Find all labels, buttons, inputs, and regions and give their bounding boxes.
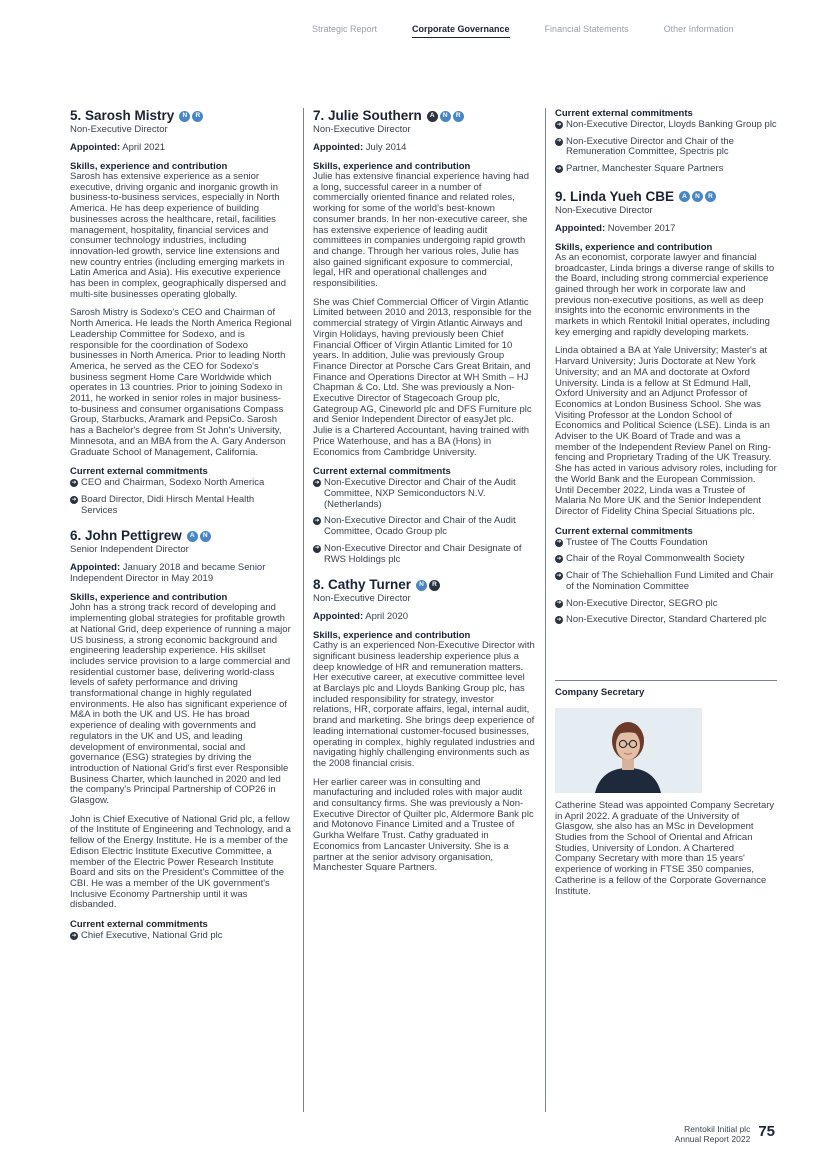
director-profile bbox=[313, 577, 535, 874]
skills-heading: Skills, experience and contribution bbox=[70, 592, 228, 604]
commitment-text: Non-Executive Director and Chair of the Remuneration Committee, Spectris plc bbox=[566, 135, 734, 158]
appointed-label: Appointed: bbox=[70, 562, 121, 574]
arrow-right-icon: ➜ bbox=[556, 616, 562, 623]
commitment-text: Trustee of The Coutts Foundation bbox=[566, 536, 708, 548]
list-item bbox=[313, 516, 535, 537]
commitments-list bbox=[313, 478, 535, 565]
commitment-text: Non-Executive Director and Chair of the Audit Committee, NXP Semiconductors N.V. (Netherlands) bbox=[324, 477, 516, 510]
company-secretary-heading: Company Secretary bbox=[555, 686, 645, 698]
commitment-text: Non-Executive Director, Standard Chartered plc bbox=[566, 614, 767, 626]
director-profile bbox=[313, 108, 535, 565]
company-secretary-section bbox=[555, 680, 777, 897]
footer-report-name: Annual Report 2022 bbox=[674, 1134, 751, 1144]
bio-paragraph: Sarosh Mistry is Sodexo's CEO and Chairman of North America. He leads the North America Regional Leadership Committee for Sodexo, and is responsible for the coordination of Sodexo businesses in North America. Prior to leading North America, he served as the CEO for Sodexo's business segment Home Care Worldwide which operates in 13 countries. Prior to joining Sodexo in 2011, he worked in senior roles in major business-to-business and consumer organisations Compass Group, Starbucks, Aramark and PepsiCo. Sarosh has a Bachelor's degree from St John's University, Minnesota, and an MBA from the A. Gary Anderson Graduate School of Management, California. bbox=[70, 307, 292, 458]
commitment-text: Non-Executive Director and Chair of the Audit Committee, Ocado Group plc bbox=[324, 515, 516, 538]
arrow-right-icon: ➜ bbox=[556, 138, 562, 145]
appointed-label: Appointed: bbox=[313, 611, 364, 623]
commitments-list bbox=[555, 120, 777, 175]
committee-badge-nomination: N bbox=[440, 111, 451, 122]
director-name-text: 9. Linda Yueh CBE bbox=[555, 188, 675, 204]
commitment-text: Chief Executive, National Grid plc bbox=[81, 930, 223, 942]
column-1 bbox=[70, 108, 292, 954]
appointed-date: April 2020 bbox=[363, 611, 409, 623]
bio-paragraph: Her earlier career was in consulting and manufacturing and included roles with major audit and consultancy firms. She was previously a Non-Executive Director of Quilter plc, Aldermore Bank plc and Motonovo Finance Limited and a Trustee of Gurkha Welfare Trust. Cathy graduated in Economics from Lancaster University. She is a partner at the senior advisory organisation, Manchester Square Partners. bbox=[313, 776, 534, 874]
appointed-line bbox=[313, 142, 535, 153]
director-name bbox=[555, 189, 777, 205]
section-navigation bbox=[312, 24, 734, 38]
director-profile bbox=[70, 528, 292, 941]
column-2 bbox=[313, 108, 535, 886]
commitment-text: CEO and Chairman, Sodexo North America bbox=[81, 477, 265, 489]
director-name-text: 7. Julie Southern bbox=[313, 108, 422, 123]
list-item bbox=[70, 495, 292, 516]
nav-financial-statements[interactable]: Financial Statements bbox=[544, 24, 629, 34]
commitment-text: Non-Executive Director, Lloyds Banking Group plc bbox=[566, 119, 777, 130]
list-item bbox=[313, 544, 535, 565]
skills-heading: Skills, experience and contribution bbox=[313, 161, 471, 172]
appointed-date: January 2018 and became Senior Independent Director in May 2019 bbox=[70, 562, 266, 585]
list-item bbox=[555, 615, 777, 626]
arrow-right-icon: ➜ bbox=[556, 572, 562, 579]
list-item bbox=[70, 931, 292, 942]
commitments-list bbox=[555, 538, 777, 626]
bio-paragraph: Linda obtained a BA at Yale University; Master's at Harvard University; Juris Doctorate at New York University; and an MA and doctorate at Oxford University. Linda is a fellow at St Edmund Hall, Oxford University and an Adjunct Professor of Economics at London Business School. She was Visiting Professor at the London School of Economics and Political Science (LSE). Linda is an Adviser to the UK Board of Trade and was a member of the Independent Review Panel on Ring-fencing and Proprietary Trading of the UK Treasury. She has acted in various advisory roles, including for the World Bank and the European Commission. Until December 2022, Linda was a Trustee of Malaria No More UK and the Senior Independent Director of Fidelity China Special Situations plc. bbox=[555, 345, 777, 517]
list-item bbox=[555, 599, 777, 610]
committee-badge-audit-chair: A bbox=[427, 111, 438, 122]
commitment-text: Non-Executive Director, SEGRO plc bbox=[566, 597, 718, 609]
arrow-right-icon: ➜ bbox=[314, 518, 320, 525]
committee-badge-remuneration: R bbox=[705, 191, 716, 202]
director-role: Non-Executive Director bbox=[313, 593, 411, 605]
commitment-text: Chair of The Schiehallion Fund Limited and Chair of the Nomination Committee bbox=[566, 570, 774, 592]
director-name bbox=[70, 528, 292, 544]
bio-paragraph: Sarosh has extensive experience as a senior executive, driving organic and inorganic growth in business-to-business services, especially in North America. He has deep experience of building businesses across the healthcare, retail, facilities management, hospitality, financial services and consumer technology industries, including innovation-led growth, service line extensions and new country entries (including emerging markets in Latin America and Asia). His executive experience has been in complex, geographically dispersed and multi-site businesses operating globally. bbox=[70, 171, 286, 300]
arrow-right-icon: ➜ bbox=[71, 932, 77, 939]
nav-other-information[interactable]: Other Information bbox=[663, 24, 734, 34]
page-number: 75 bbox=[758, 1123, 775, 1140]
skills-heading: Skills, experience and contribution bbox=[555, 241, 713, 253]
commitments-heading: Current external commitments bbox=[555, 525, 693, 537]
appointed-date: April 2021 bbox=[120, 142, 166, 153]
director-profile bbox=[555, 189, 777, 626]
bio-paragraph: She was Chief Commercial Officer of Virgin Atlantic Limited between 2010 and 2013, responsible for the commercial strategy of Virgin Atlantic Airways and Virgin Holidays, having previously been Chief Financial Officer of Virgin Atlantic Limited for 10 years. In addition, Julie was previously Group Finance Director at Porsche Cars Great Britain, and Finance and Operations Director at WH Smith – HJ Chapman & Co. Ltd. She was previously a Non-Executive Director of Stagecoach Group plc, Gategroup AG, Cineworld plc and DFS Furniture plc and Senior Independent Director of easyJet plc. Julie is a Chartered Accountant, having trained with Price Waterhouse, and has a BA (Hons) in Economics from Cambridge University. bbox=[313, 296, 532, 458]
committee-badge-nomination: N bbox=[200, 531, 211, 542]
arrow-right-icon: ➜ bbox=[71, 496, 77, 503]
skills-heading: Skills, experience and contribution bbox=[70, 161, 228, 172]
skills-heading: Skills, experience and contribution bbox=[313, 630, 471, 642]
bio-paragraph: As an economist, corporate lawyer and financial broadcaster, Linda brings a diverse range of skills to the Board, including strong commercial experience gained through her work in corporate law and previous non-executive positions, as well as deep insights into the economic environments in the markets in which Rentokil Initial operates, including key emerging and rapidly developing markets. bbox=[555, 251, 775, 338]
appointed-line bbox=[313, 611, 535, 622]
director-name bbox=[313, 108, 535, 124]
director-name-text: 8. Cathy Turner bbox=[313, 577, 412, 593]
director-name bbox=[70, 108, 292, 124]
arrow-right-icon: ➜ bbox=[556, 556, 562, 563]
director-name-text: 5. Sarosh Mistry bbox=[70, 108, 175, 123]
appointed-label: Appointed: bbox=[313, 142, 364, 153]
committee-badge-remuneration-chair: R bbox=[429, 580, 440, 591]
appointed-line bbox=[70, 562, 292, 584]
commitment-text: Chair of the Royal Commonwealth Society bbox=[566, 553, 745, 565]
commitment-text: Partner, Manchester Square Partners bbox=[566, 163, 724, 175]
footer-company bbox=[675, 1124, 751, 1144]
list-item bbox=[555, 120, 777, 131]
arrow-right-icon: ➜ bbox=[556, 165, 562, 172]
bio-paragraph: John is Chief Executive of National Grid plc, a fellow of the Institute of Engineering and Technology, and a fellow of the Energy Institute. He is a member of the Edison Electric Institute Executive Committee, a member of the Electric Power Research Institute Board and sits on the President's Committee of the CBI. He was a member of the UK government's Inclusive Economy Partnership until it was disbanded. bbox=[70, 813, 291, 911]
appointed-label: Appointed: bbox=[70, 142, 121, 153]
appointed-line bbox=[70, 142, 292, 153]
committee-badge-audit: A bbox=[187, 531, 198, 542]
committee-badge-nomination: N bbox=[692, 191, 703, 202]
director-role: Senior Independent Director bbox=[70, 544, 189, 556]
company-secretary-bio: Catherine Stead was appointed Company Secretary in April 2022. A graduate of the University of Glasgow, she also has an MSc in Development Studies from the School of Oriental and African Studies, University of London. A Chartered Company Secretary with more than 15 years' experience of working in FTSE 350 companies, Catherine is a fellow of the Corporate Governance Institute. bbox=[555, 799, 775, 897]
commitment-text: Board Director, Didi Hirsch Mental Health Services bbox=[81, 493, 255, 516]
nav-strategic-report[interactable]: Strategic Report bbox=[312, 24, 378, 34]
director-name-text: 6. John Pettigrew bbox=[70, 528, 182, 544]
company-secretary-photo bbox=[555, 708, 702, 793]
bio-paragraph: Cathy is an experienced Non-Executive Director with significant business leadership experience plus a deep knowledge of HR and remuneration matters. Her executive career, at executive committee level at Barclays plc and Lloyds Banking Group plc, has included responsibility for strategy, investor relations, HR, corporate affairs, legal, internal audit, brand and marketing. She brings deep experience of leading international customer-focused businesses, operating in complex, highly regulated industries and navigating highly challenging environments such as the 2008 financial crisis. bbox=[313, 640, 535, 769]
list-item bbox=[313, 478, 535, 510]
committee-badge-nomination: N bbox=[179, 111, 190, 122]
list-item bbox=[555, 538, 777, 549]
committee-badge-remuneration: R bbox=[192, 111, 203, 122]
list-item bbox=[70, 478, 292, 489]
nav-corporate-governance[interactable]: Corporate Governance bbox=[412, 24, 510, 38]
appointed-line bbox=[555, 223, 777, 234]
appointed-label: Appointed: bbox=[555, 222, 606, 234]
list-item bbox=[555, 554, 777, 565]
commitments-heading: Current external commitments bbox=[313, 466, 451, 478]
arrow-right-icon: ➜ bbox=[71, 479, 77, 486]
page-footer bbox=[675, 1124, 775, 1144]
arrow-right-icon: ➜ bbox=[556, 539, 562, 546]
arrow-right-icon: ➜ bbox=[314, 479, 320, 486]
director-role: Non-Executive Director bbox=[313, 124, 411, 135]
bio-paragraph: Julie has extensive financial experience having had a long, successful career in a number of commercially oriented finance and related roles, working for some of the world's best-known consumer brands. In her non-executive career, she has extensive experience of leading audit committees in companies undergoing rapid growth and change. Through her various roles, Julie has also gained significant exposure to commercial, legal, HR and operational challenges and responsibilities. bbox=[313, 171, 529, 290]
portrait-image bbox=[555, 708, 702, 793]
commitments-heading: Current external commitments bbox=[555, 108, 693, 119]
arrow-right-icon: ➜ bbox=[314, 545, 320, 552]
appointed-date: November 2017 bbox=[605, 222, 676, 234]
commitment-text: Non-Executive Director and Chair Designate of RWS Holdings plc bbox=[324, 542, 522, 565]
list-item bbox=[555, 164, 777, 175]
column-divider bbox=[545, 108, 546, 1112]
commitments-heading: Current external commitments bbox=[70, 466, 208, 478]
footer-company-name: Rentokil Initial plc bbox=[684, 1124, 751, 1134]
commitments-list bbox=[70, 478, 292, 516]
arrow-right-icon: ➜ bbox=[556, 121, 562, 128]
column-divider bbox=[303, 108, 304, 1112]
bio-paragraph: John has a strong track record of developing and implementing global strategies for profitable growth at National Grid, deep experience of running a major US business, a strong economic background and engineering leadership experience. His skillset includes service provision to a large commercial and residential customer base, delivering world-class levels of safety performance and driving transformational change in highly regulated environments. He also has significant experience of M&A in both the UK and US. He has broad experience of dealing with governments and regulators in the UK and US, and leading development of environmental, social and governance (ESG) strategies by driving the introduction of National Grid's first ever Responsible Business Charter, which launched in 2020 and led the company's Principal Partnership of COP26 in Glasgow. bbox=[70, 602, 291, 807]
commitments-heading: Current external commitments bbox=[70, 919, 208, 931]
director-name bbox=[313, 577, 535, 593]
director-role: Non-Executive Director bbox=[70, 124, 168, 135]
committee-badge-remuneration: R bbox=[453, 111, 464, 122]
appointed-date: July 2014 bbox=[363, 142, 407, 153]
list-item bbox=[555, 571, 777, 592]
commitments-list bbox=[70, 931, 292, 942]
director-profile bbox=[70, 108, 292, 516]
director-role: Non-Executive Director bbox=[555, 204, 653, 216]
committee-badge-nomination: N bbox=[416, 580, 427, 591]
column-3 bbox=[555, 108, 777, 905]
committee-badge-audit: A bbox=[679, 191, 690, 202]
list-item bbox=[555, 137, 777, 158]
arrow-right-icon: ➜ bbox=[556, 600, 562, 607]
